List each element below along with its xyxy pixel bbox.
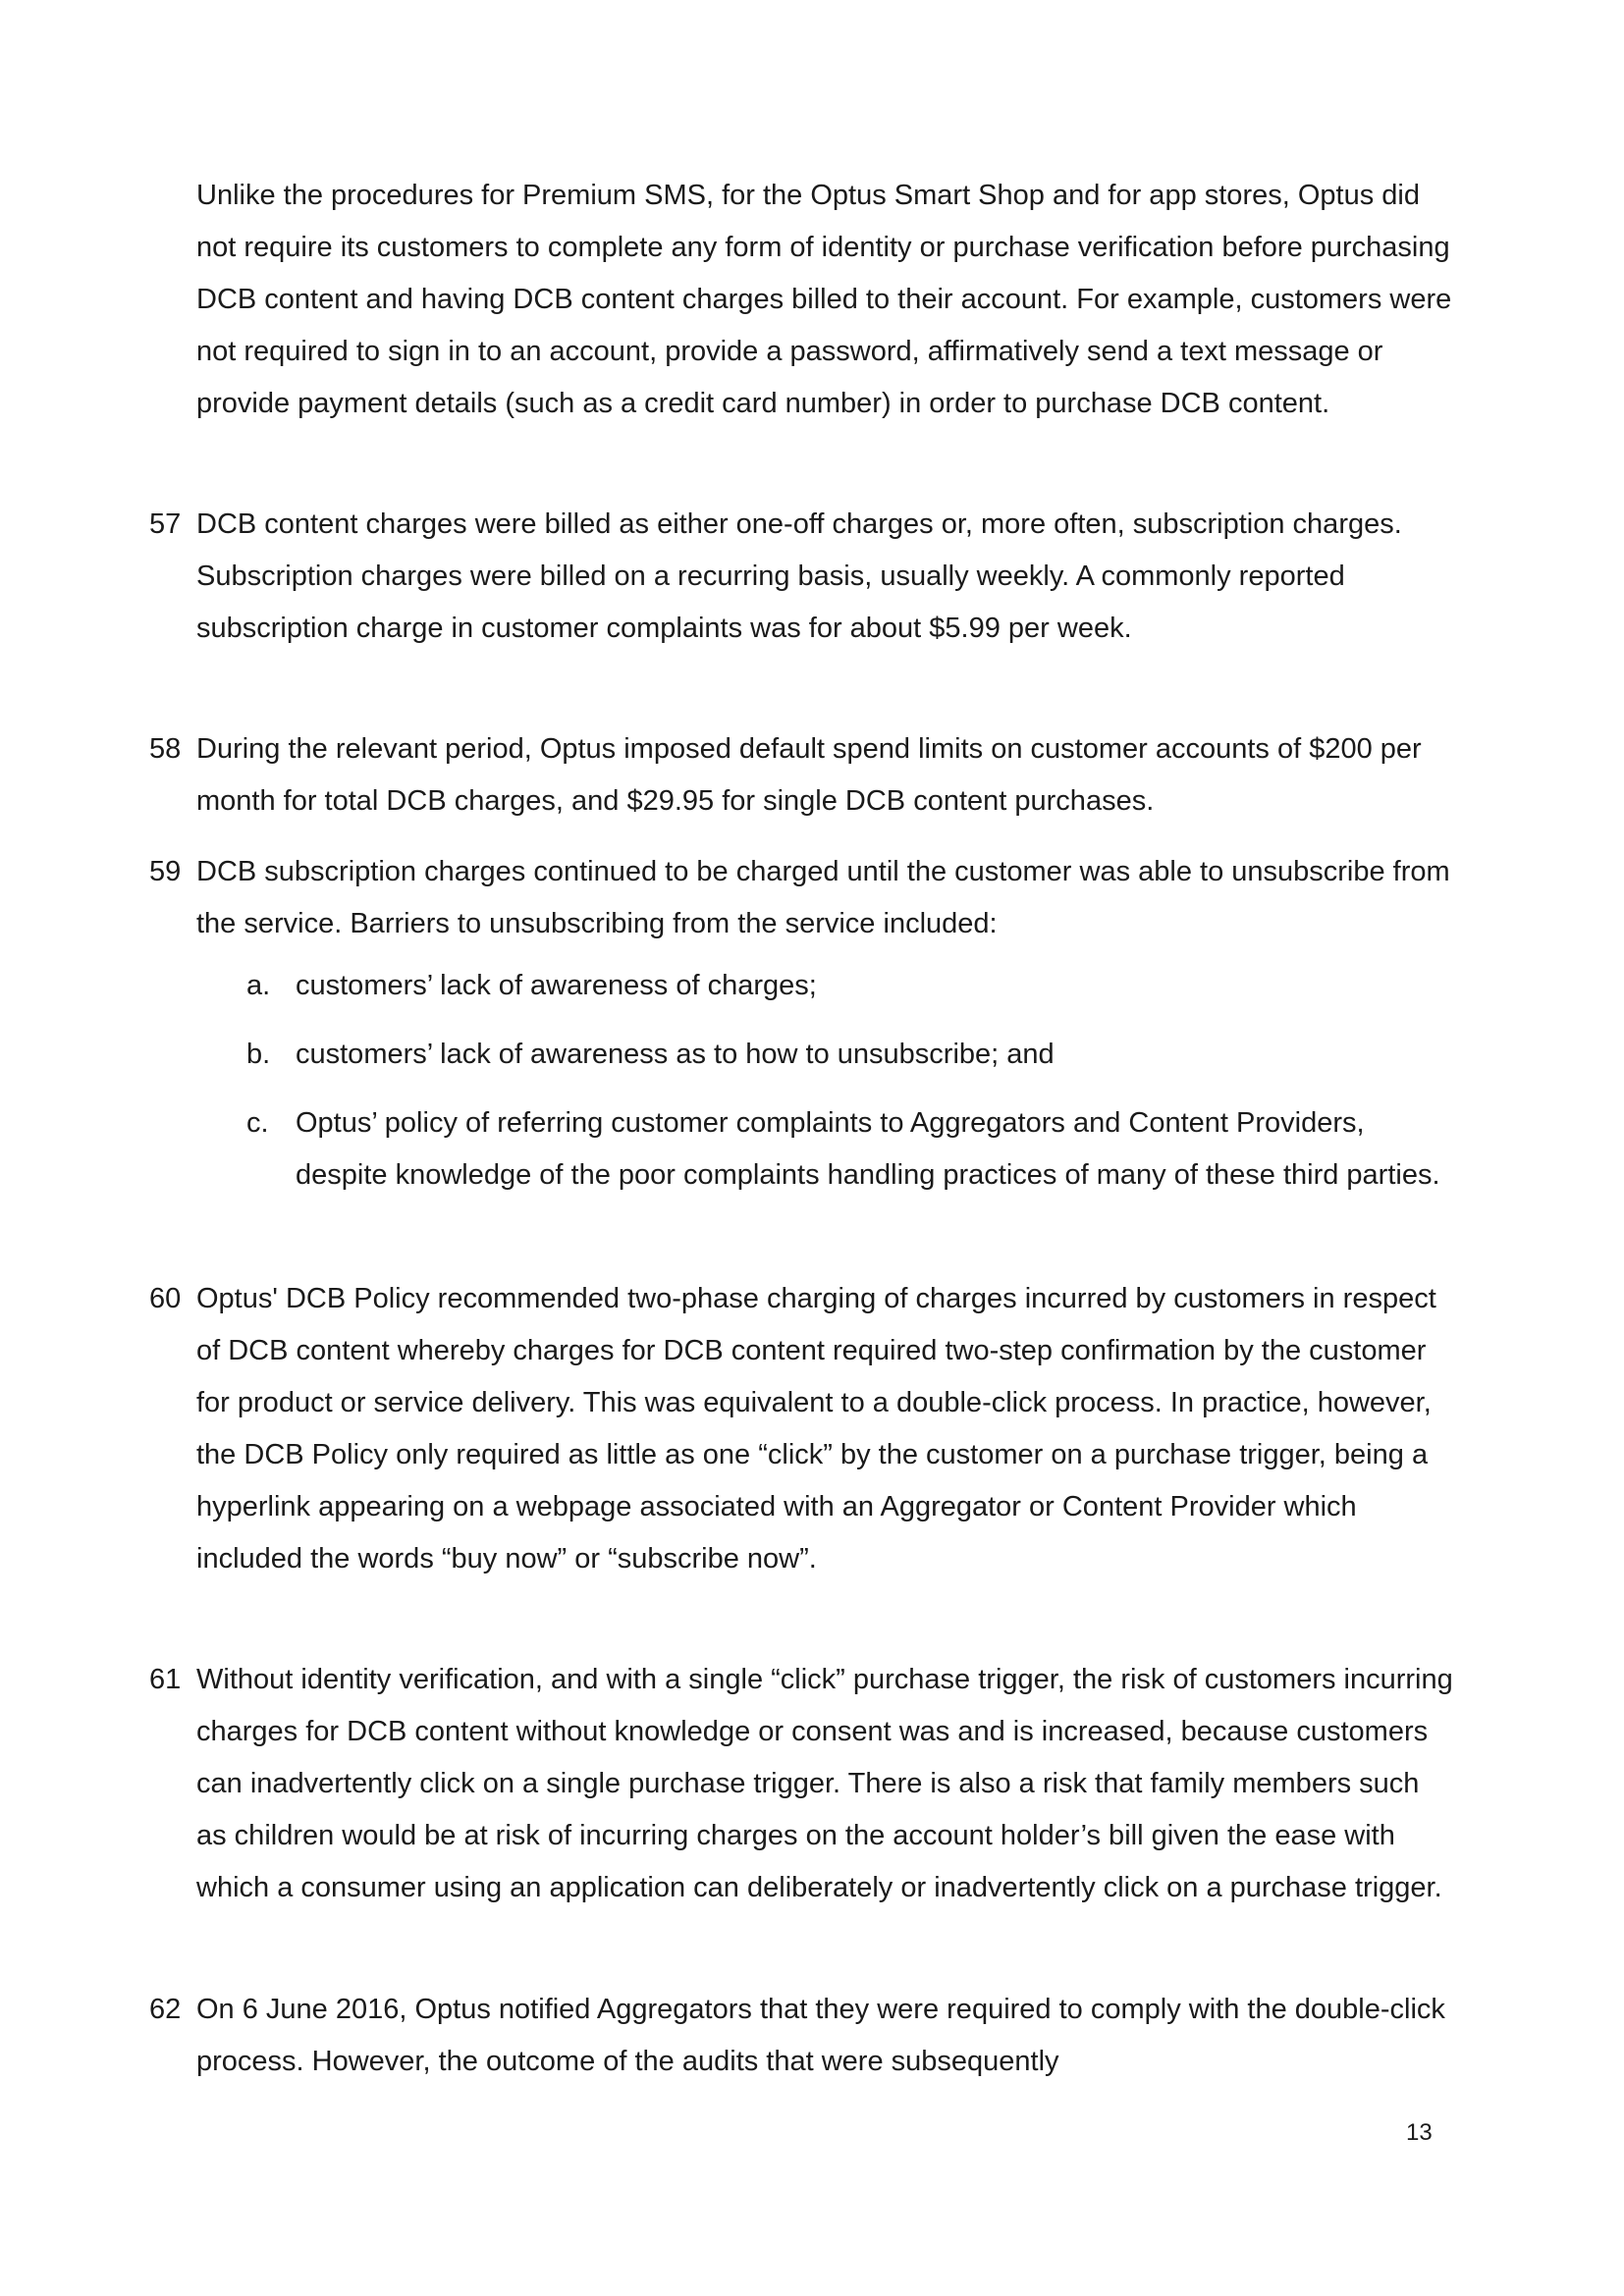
paragraph-57	[149, 499, 1453, 655]
page-number: 13	[1406, 2119, 1433, 2146]
list-item	[246, 1029, 1444, 1081]
paragraph-text: DCB subscription charges continued to be charged until the customer was able to unsubscribe from the service. Barriers to unsubscribing from the service included:	[196, 856, 1450, 939]
list-item	[246, 960, 1444, 1012]
paragraph-56-continued	[196, 170, 1453, 430]
list-item-letter: c.	[246, 1107, 269, 1139]
paragraph-text: Without identity verification, and with a single “click” purchase trigger, the risk of customers incurring charges for DCB content without knowledge or consent was and is increased, because customers can inadvertently click on a single purchase trigger. There is also a risk that family members such as children would be at risk of incurring charges on the account holder’s bill given the ease with which a consumer using an application can deliberately or inadvertently click on a purchase trigger.	[196, 1664, 1453, 1903]
list-item-letter: a.	[246, 970, 271, 1001]
paragraph-number: 62	[149, 1994, 182, 2025]
paragraph-number: 60	[149, 1283, 182, 1314]
paragraph-text: Unlike the procedures for Premium SMS, for the Optus Smart Shop and for app stores, Optus did not require its customers to complete any form of identity or purchase verification before purchasing DCB content and having DCB content charges billed to their account. For example, customers were not required to sign in to an account, provide a password, affirmatively send a text message or provide payment details (such as a credit card number) in order to purchase DCB content.	[196, 180, 1452, 419]
paragraph-60	[149, 1273, 1453, 1585]
paragraph-number: 61	[149, 1664, 182, 1695]
list-item-text: customers’ lack of awareness as to how to unsubscribe; and	[296, 1039, 1055, 1070]
list-item	[246, 1097, 1444, 1201]
paragraph-number: 57	[149, 508, 182, 540]
paragraph-number: 58	[149, 733, 182, 765]
paragraph-59	[149, 846, 1453, 950]
list-item-letter: b.	[246, 1039, 271, 1070]
paragraph-62	[149, 1984, 1453, 2088]
paragraph-61	[149, 1654, 1453, 1914]
list-item-text: customers’ lack of awareness of charges;	[296, 970, 817, 1001]
paragraph-text: On 6 June 2016, Optus notified Aggregators that they were required to comply with the double-click process. However, the outcome of the audits that were subsequently	[196, 1994, 1445, 2077]
list-item-text: Optus’ policy of referring customer complaints to Aggregators and Content Providers, despite knowledge of the poor complaints handling practices of many of these third parties.	[296, 1107, 1440, 1191]
paragraph-number: 59	[149, 856, 182, 887]
paragraph-58	[149, 723, 1453, 828]
paragraph-text: DCB content charges were billed as either one-off charges or, more often, subscription charges. Subscription charges were billed on a recurring basis, usually weekly. A commonly reported subscription charge in customer complaints was for about $5.99 per week.	[196, 508, 1402, 644]
paragraph-text: During the relevant period, Optus imposed default spend limits on customer accounts of $200 per month for total DCB charges, and $29.95 for single DCB content purchases.	[196, 733, 1422, 817]
paragraph-text: Optus' DCB Policy recommended two-phase charging of charges incurred by customers in respect of DCB content whereby charges for DCB content required two-step confirmation by the customer for product or service delivery. This was equivalent to a double-click process. In practice, however, the DCB Policy only required as little as one “click” by the customer on a purchase trigger, being a hyperlink appearing on a webpage associated with an Aggregator or Content Provider which included the words “buy now” or “subscribe now”.	[196, 1283, 1436, 1575]
